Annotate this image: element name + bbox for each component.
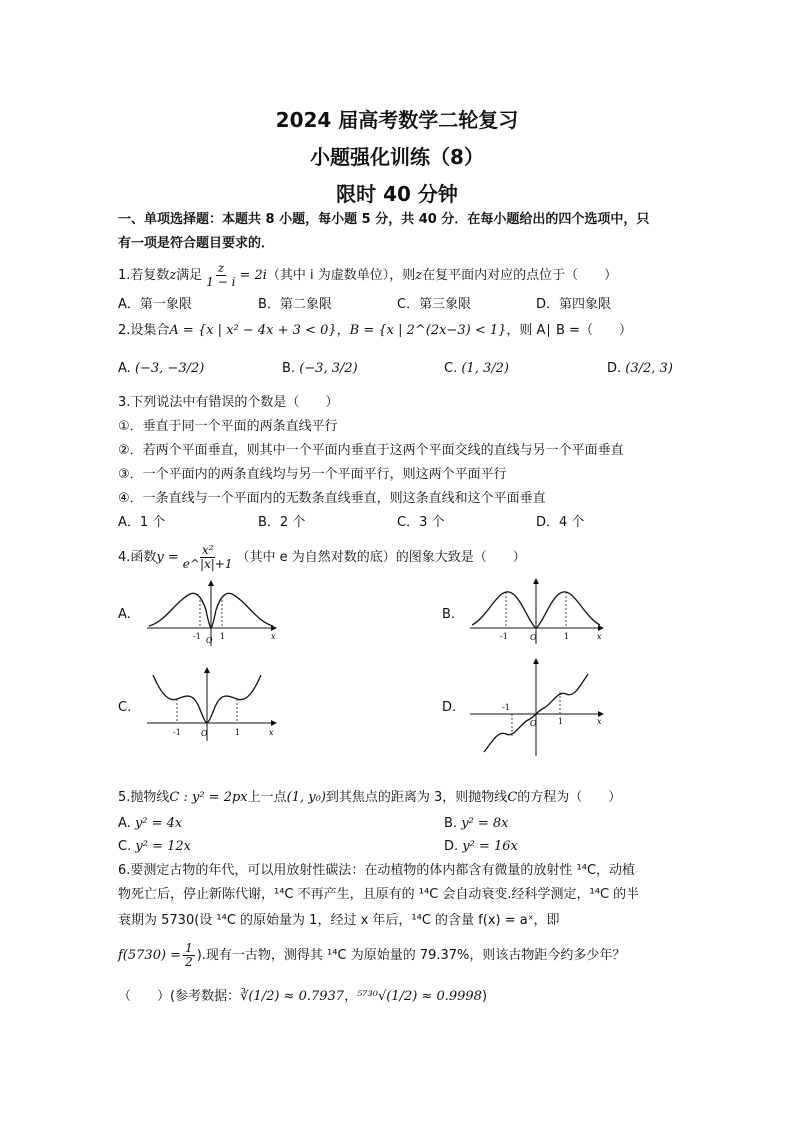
q6-sep: ， [344, 989, 358, 1004]
q4-graph-b[interactable] [468, 578, 608, 646]
q4-option-a-label[interactable]: A. [118, 607, 131, 622]
q2-set-b: B = {x | 2^(2x−3) < 1} [349, 323, 507, 338]
q1-option-a[interactable]: A．第一象限 [118, 297, 192, 312]
svg-text:1: 1 [235, 728, 241, 737]
q6-line-1: 6.要测定古物的年代，可以用放射性碳法：在动植物的体内都含有微量的放射性 ¹⁴C，动植 [118, 863, 636, 878]
q5-option-c-value: y² = 12x [135, 839, 191, 854]
q4-graph-d[interactable] [468, 658, 608, 758]
title-line-3: 限时 40 分钟 [336, 182, 458, 206]
q4-option-c-label[interactable]: C. [118, 700, 132, 715]
q5-option-a-value: y² = 4x [134, 816, 183, 831]
q4-prefix: 4.函数 [118, 550, 157, 565]
svg-text:-1: -1 [500, 632, 508, 641]
q6-f-5730: f(5730) = [118, 948, 182, 963]
q1-prefix: 1.若复数 [118, 268, 170, 283]
q1-option-b[interactable]: B．第二象限 [258, 297, 332, 312]
q1-text-b: （其中 i 为虚数单位），则 [266, 268, 416, 283]
q2-option-b-label: B. [282, 361, 296, 376]
svg-text:x: x [597, 717, 602, 726]
q6-half-den: 2 [185, 955, 193, 969]
svg-text:1: 1 [220, 632, 226, 641]
q5-option-d[interactable] [444, 838, 518, 856]
q6-line-3: 衰期为 5730(设 ¹⁴C 的原始量为 1，经过 x 年后，¹⁴C 的含量 f(x) = aˣ，即 [118, 913, 560, 928]
q6-line-4-text: ).现有一古物，测得其 ¹⁴C 为原始量的 79.37%，则该古物距今约多少年？ [196, 948, 626, 963]
q5-option-d-value: y² = 16x [462, 839, 518, 854]
q5-stem-b: 上一点 [247, 790, 287, 805]
q1-text-c: 在复平面内对应的点位于（ ） [422, 268, 618, 283]
q2-option-c-label: C. [444, 361, 458, 376]
q1-option-d[interactable]: D．第四象限 [536, 297, 612, 312]
svg-text:x: x [597, 632, 602, 641]
q4-func: y = [156, 550, 179, 565]
q4-fraction [181, 544, 235, 571]
q6-line-2: 物死亡后，停止新陈代谢，¹⁴C 不再产生，且原有的 ¹⁴C 会自动衰变.经科学测定，¹⁴C 的半 [118, 887, 640, 902]
svg-text:x: x [271, 632, 276, 641]
q4-graph-c[interactable] [145, 667, 280, 743]
q2-set-a: A = {x | x² − 4x + 3 < 0} [169, 323, 337, 338]
svg-text:O: O [530, 633, 537, 642]
q6-line-4 [118, 942, 625, 969]
q4-den: e^|x|+1 [182, 557, 233, 571]
svg-text:-1: -1 [502, 703, 510, 712]
svg-text:O: O [201, 729, 208, 738]
q2-prefix: 2.设集合 [118, 323, 170, 338]
svg-text:O: O [206, 636, 213, 645]
q2-option-a-label: A. [118, 361, 131, 376]
q1-num: z [217, 261, 225, 275]
svg-text:1: 1 [564, 632, 570, 641]
q3-option-b[interactable]: B．2 个 [258, 515, 306, 530]
q3-statement-3: ③．一个平面内的两条直线均与另一个平面平行，则这两个平面平行 [118, 467, 507, 482]
q5-option-a[interactable] [118, 815, 182, 833]
q5-option-c-label: C. [118, 839, 132, 854]
svg-text:-1: -1 [173, 728, 181, 737]
q5-option-b-value: y² = 8x [461, 816, 509, 831]
q2-option-b-value: (−3, 3/2) [299, 361, 358, 376]
q5-point: (1, y₀) [286, 790, 326, 805]
q3-option-d[interactable]: D．4 个 [536, 515, 585, 530]
q2-option-d-label: D. [607, 361, 622, 376]
q2-mid: ， [336, 323, 350, 338]
svg-text:x: x [269, 728, 274, 737]
q2-option-b[interactable] [282, 360, 358, 378]
section-heading-line-2: 有一项是符合题目要求的． [118, 236, 275, 251]
q6-half-fraction [183, 942, 195, 969]
q5-stem-d: 的方程为（ ） [517, 790, 622, 805]
q2-option-c[interactable] [444, 360, 509, 378]
q5-stem-a: 5.抛物线 [118, 790, 170, 805]
q4-option-b-label[interactable]: B. [442, 607, 456, 622]
q3-option-c[interactable]: C．3 个 [397, 515, 445, 530]
q2-option-d-value: (3/2, 3) [625, 361, 673, 376]
q4-text: （其中 e 为自然对数的底）的图象大致是（ ） [236, 550, 526, 565]
q5-option-d-label: D. [444, 839, 459, 854]
q3-statement-1: ①．垂直于同一个平面的两条直线平行 [118, 419, 338, 434]
q5-stem-c: 到其焦点的距离为 3，则抛物线 [325, 790, 508, 805]
q2-option-d[interactable] [607, 360, 673, 378]
title-line-1: 2024 届高考数学二轮复习 [275, 108, 519, 132]
q5-curve: C : y² = 2px [169, 790, 248, 805]
q6-half-num: 1 [185, 941, 193, 955]
question-2-stem [118, 322, 632, 340]
question-3-stem: 3.下列说法中有错误的个数是（ ） [118, 395, 339, 410]
svg-text:-1: -1 [193, 632, 201, 641]
question-1-stem [118, 262, 617, 289]
q2-option-a[interactable] [118, 360, 204, 378]
question-4-stem [118, 544, 526, 571]
q3-statement-2: ②．若两个平面垂直，则其中一个平面内垂直于这两个平面交线的直线与另一个平面垂直 [118, 443, 624, 458]
q4-option-d-label[interactable]: D. [442, 700, 457, 715]
q2-option-c-value: (1, 3/2) [461, 361, 509, 376]
q3-statement-4: ④．一条直线与一个平面内的无数条直线垂直，则这条直线和这个平面垂直 [118, 491, 546, 506]
q1-den: 1 − i [206, 275, 236, 289]
q6-ref-1: ∛(1/2) ≈ 0.7937 [240, 989, 345, 1004]
q1-text-a: 满足 [176, 268, 203, 283]
q1-var-2: z [415, 268, 423, 283]
q1-option-c[interactable]: C．第三象限 [397, 297, 472, 312]
q6-line-5-suffix: ) [481, 989, 488, 1004]
section-heading-line-1: 一、单项选择题：本题共 8 小题，每小题 5 分，共 40 分．在每小题给出的四个选项中，只 [118, 212, 650, 227]
q5-option-b-label: B. [444, 816, 458, 831]
q2-option-a-value: (−3, −3/2) [134, 361, 205, 376]
question-5-stem [118, 789, 621, 807]
svg-text:1: 1 [558, 717, 564, 726]
q1-eq: = 2i [239, 268, 267, 283]
q6-line-5-prefix: （ ）(参考数据： [118, 989, 241, 1004]
q6-ref-2: ⁵⁷³⁰√(1/2) ≈ 0.9998 [357, 989, 482, 1004]
q1-fraction [204, 262, 237, 289]
q2-suffix: ，则 A∣ B =（ ） [506, 323, 632, 338]
q6-line-5 [118, 988, 487, 1006]
title-line-2: 小题强化训练（8） [310, 145, 484, 169]
q5-option-b[interactable] [444, 815, 509, 833]
q3-option-a[interactable]: A．1 个 [118, 515, 166, 530]
q4-graph-a[interactable] [145, 580, 280, 648]
q5-option-a-label: A. [118, 816, 131, 831]
q5-option-c[interactable] [118, 838, 191, 856]
q4-num: x² [201, 543, 214, 557]
q1-var: z [169, 268, 177, 283]
q5-var: C [507, 790, 518, 805]
svg-text:O: O [530, 719, 537, 728]
